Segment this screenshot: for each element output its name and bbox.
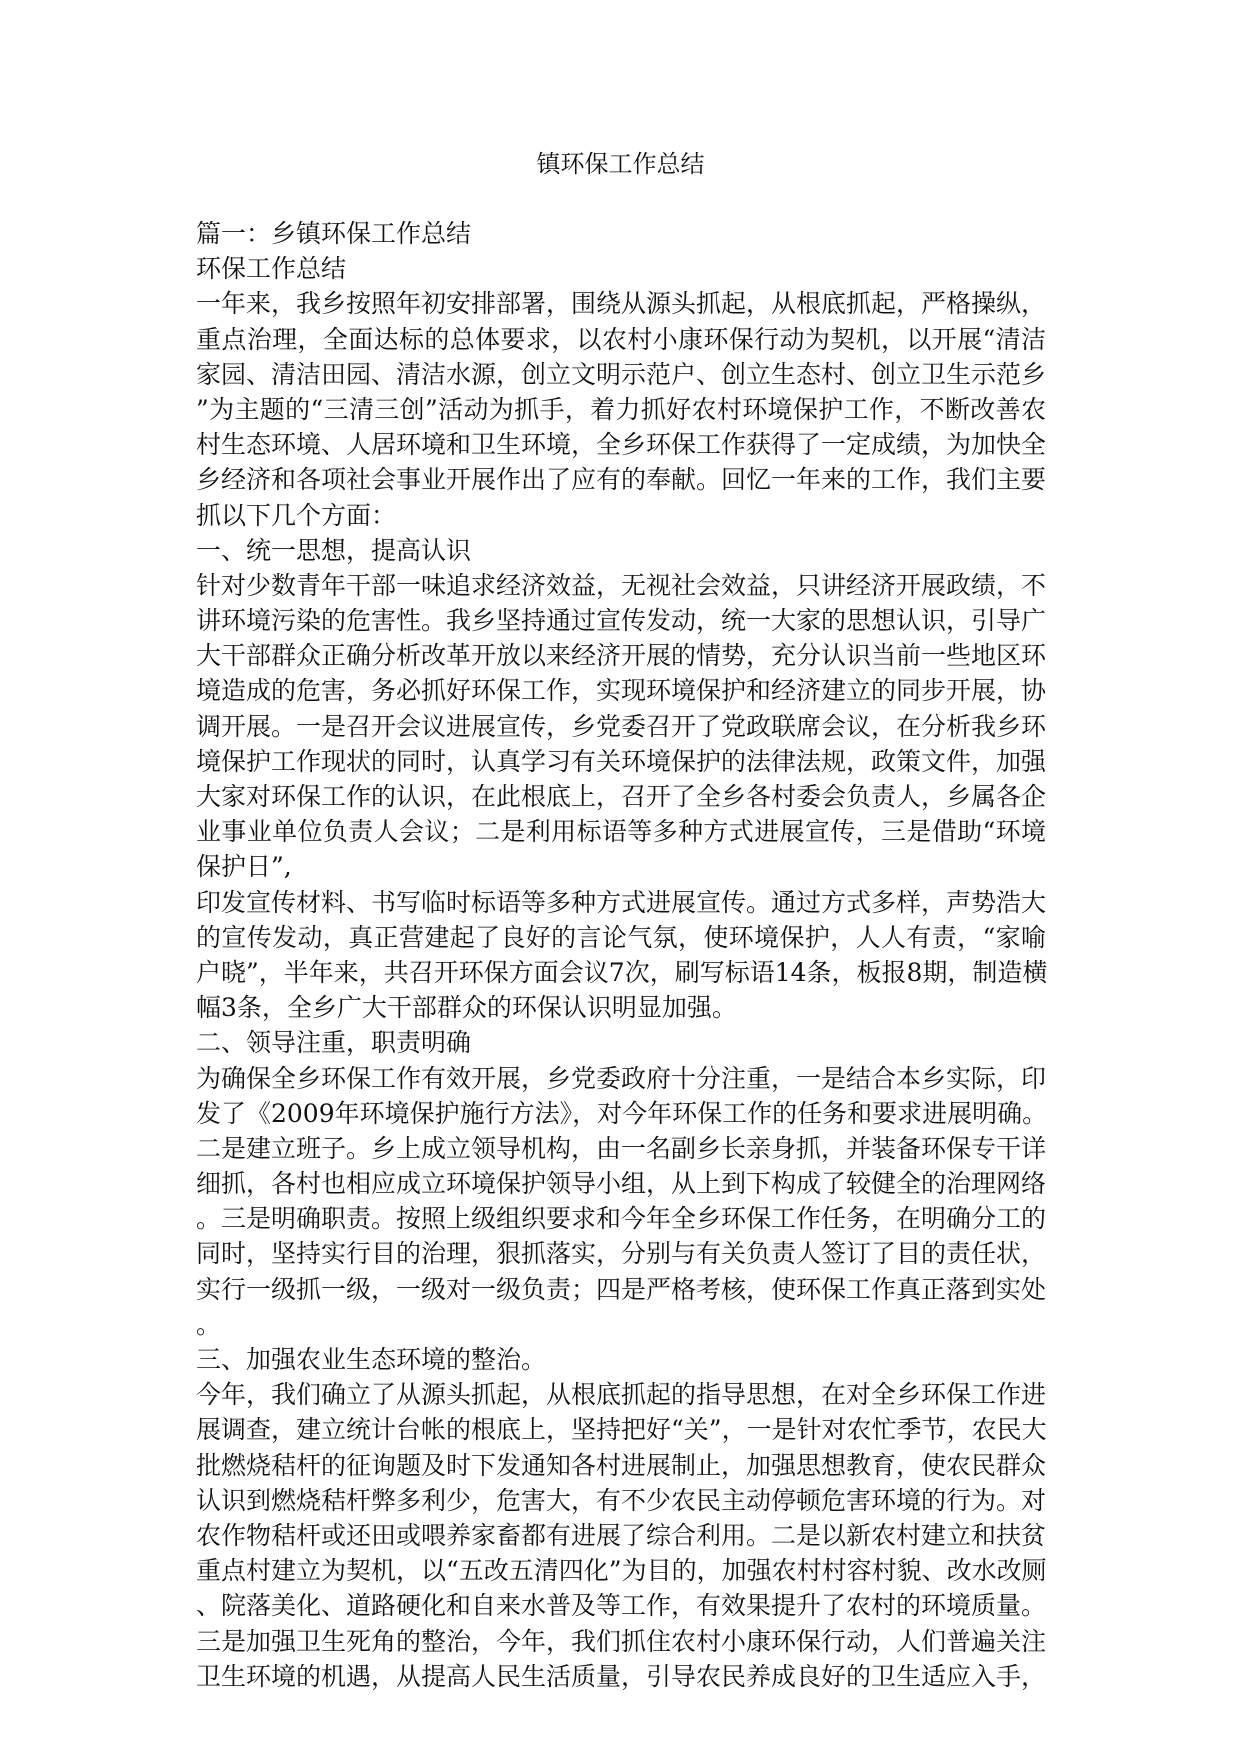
text-line: 重点村建立为契机，以“五改五清四化”为目的，加强农村村容村貌、改水改厕: [196, 1556, 1047, 1586]
text-line: 卫生环境的机遇，从提高人民生活质量，引导农民养成良好的卫生适应入手，: [196, 1661, 1047, 1691]
text-line: 批燃烧秸杆的征询题及时下发通知各村进展制止，加强思想教育，使农民群众: [196, 1450, 1047, 1480]
text-line: 境保护工作现状的同时，认真学习有关环境保护的法律法规，政策文件，加强: [196, 746, 1047, 776]
text-line: ”为主题的“三清三创”活动为抓手，着力抓好农村环境保护工作，不断改善农: [196, 394, 1046, 424]
text-line: 户晓”，半年来，共召开环保方面会议7次，刷写标语14条，板报8期，制造横: [196, 957, 1048, 987]
text-line: 保护日”,: [196, 852, 292, 882]
text-line: 的宣传发动，真正营建起了良好的言论气氛，使环境保护，人人有责，“家喻: [196, 922, 1046, 952]
text-line: 细抓，各村也相应成立环境保护领导小组，从上到下构成了较健全的治理网络: [196, 1169, 1047, 1199]
text-line: 实行一级抓一级，一级对一级负责；四是严格考核，使环保工作真正落到实处: [196, 1274, 1047, 1304]
text-line: 、院落美化、道路硬化和自来水普及等工作，有效果提升了农村的环境质量。: [196, 1591, 1047, 1621]
text-line: 。三是明确职责。按照上级组织要求和今年全乡环保工作任务，在明确分工的: [196, 1204, 1047, 1234]
text-line: 村生态环境、人居环境和卫生环境，全乡环保工作获得了一定成绩，为加快全: [196, 430, 1047, 460]
text-line: 认识到燃烧秸杆弊多利少，危害大，有不少农民主动停顿危害环境的行为。对: [196, 1485, 1047, 1515]
text-line: 家园、清洁田园、清洁水源，创立文明示范户、创立生态村、创立卫生示范乡: [196, 359, 1047, 389]
text-line: 重点治理，全面达标的总体要求，以农村小康环保行动为契机，以开展“清洁: [196, 324, 1046, 354]
document-body: [196, 216, 1046, 1694]
text-line: 。: [196, 1309, 222, 1339]
text-line: 大家对环保工作的认识，在此根底上，召开了全乡各村委会负责人，乡属各企: [196, 782, 1047, 811]
text-line: 今年，我们确立了从源头抓起，从根底抓起的指导思想，在对全乡环保工作进: [196, 1380, 1047, 1410]
text-line: 二是建立班子。乡上成立领导机构，由一名副乡长亲身抓，并装备环保专干详: [196, 1133, 1047, 1163]
text-line: 三、加强农业生态环境的整治。: [196, 1345, 547, 1374]
text-line: 展调查，建立统计台帐的根底上，坚持把好“关”，一是针对农忙季节，农民大: [196, 1415, 1047, 1445]
text-line: 一年来，我乡按照年初安排部署，围绕从源头抓起，从根底抓起，严格操纵，: [196, 289, 1047, 319]
text-line: 农作物秸杆或还田或喂养家畜都有进展了综合利用。二是以新农村建立和扶贫: [196, 1520, 1047, 1550]
text-line: 三是加强卫生死角的整治，今年，我们抓住农村小康环保行动，人们普遍关注: [196, 1626, 1047, 1656]
text-line: 一、统一思想，提高认识: [196, 535, 472, 565]
text-line: 印发宣传材料、书写临时标语等多种方式进展宣传。通过方式多样，声势浩大: [196, 887, 1047, 917]
text-line: 针对少数青年干部一味追求经济效益，无视社会效益，只讲经济开展政绩，不: [196, 570, 1047, 600]
text-line: 篇一：乡镇环保工作总结: [196, 219, 472, 248]
text-line: 业事业单位负责人会议；二是利用标语等多种方式进展宣传，三是借助“环境: [196, 817, 1046, 847]
text-line: 发了《2009年环境保护施行方法》，对今年环保工作的任务和要求进展明确。: [196, 1098, 1048, 1128]
text-line: 抓以下几个方面：: [196, 500, 397, 530]
text-line: 调开展。一是召开会议进展宣传，乡党委召开了党政联席会议，在分析我乡环: [196, 711, 1047, 741]
text-line: 乡经济和各项社会事业开展作出了应有的奉献。回忆一年来的工作，我们主要: [196, 465, 1047, 495]
text-line: 境造成的危害，务必抓好环保工作，实现环境保护和经济建立的同步开展，协: [196, 676, 1047, 706]
text-line: 环保工作总结: [196, 254, 347, 284]
text-line: 为确保全乡环保工作有效开展，乡党委政府十分注重，一是结合本乡实际，印: [196, 1063, 1047, 1093]
text-line: 二、领导注重，职责明确: [196, 1028, 472, 1058]
text-line: 大干部群众正确分析改革开放以来经济开展的情势，充分认识当前一些地区环: [196, 641, 1047, 671]
text-line: 同时，坚持实行目的治理，狠抓落实，分别与有关负责人签订了目的责任状，: [196, 1239, 1047, 1269]
text-line: 幅3条，全乡广大干部群众的环保认识明显加强。: [196, 993, 737, 1023]
text-line: 讲环境污染的危害性。我乡坚持通过宣传发动，统一大家的思想认识，引导广: [196, 606, 1047, 636]
document-title: 镇环保工作总结: [536, 150, 705, 178]
